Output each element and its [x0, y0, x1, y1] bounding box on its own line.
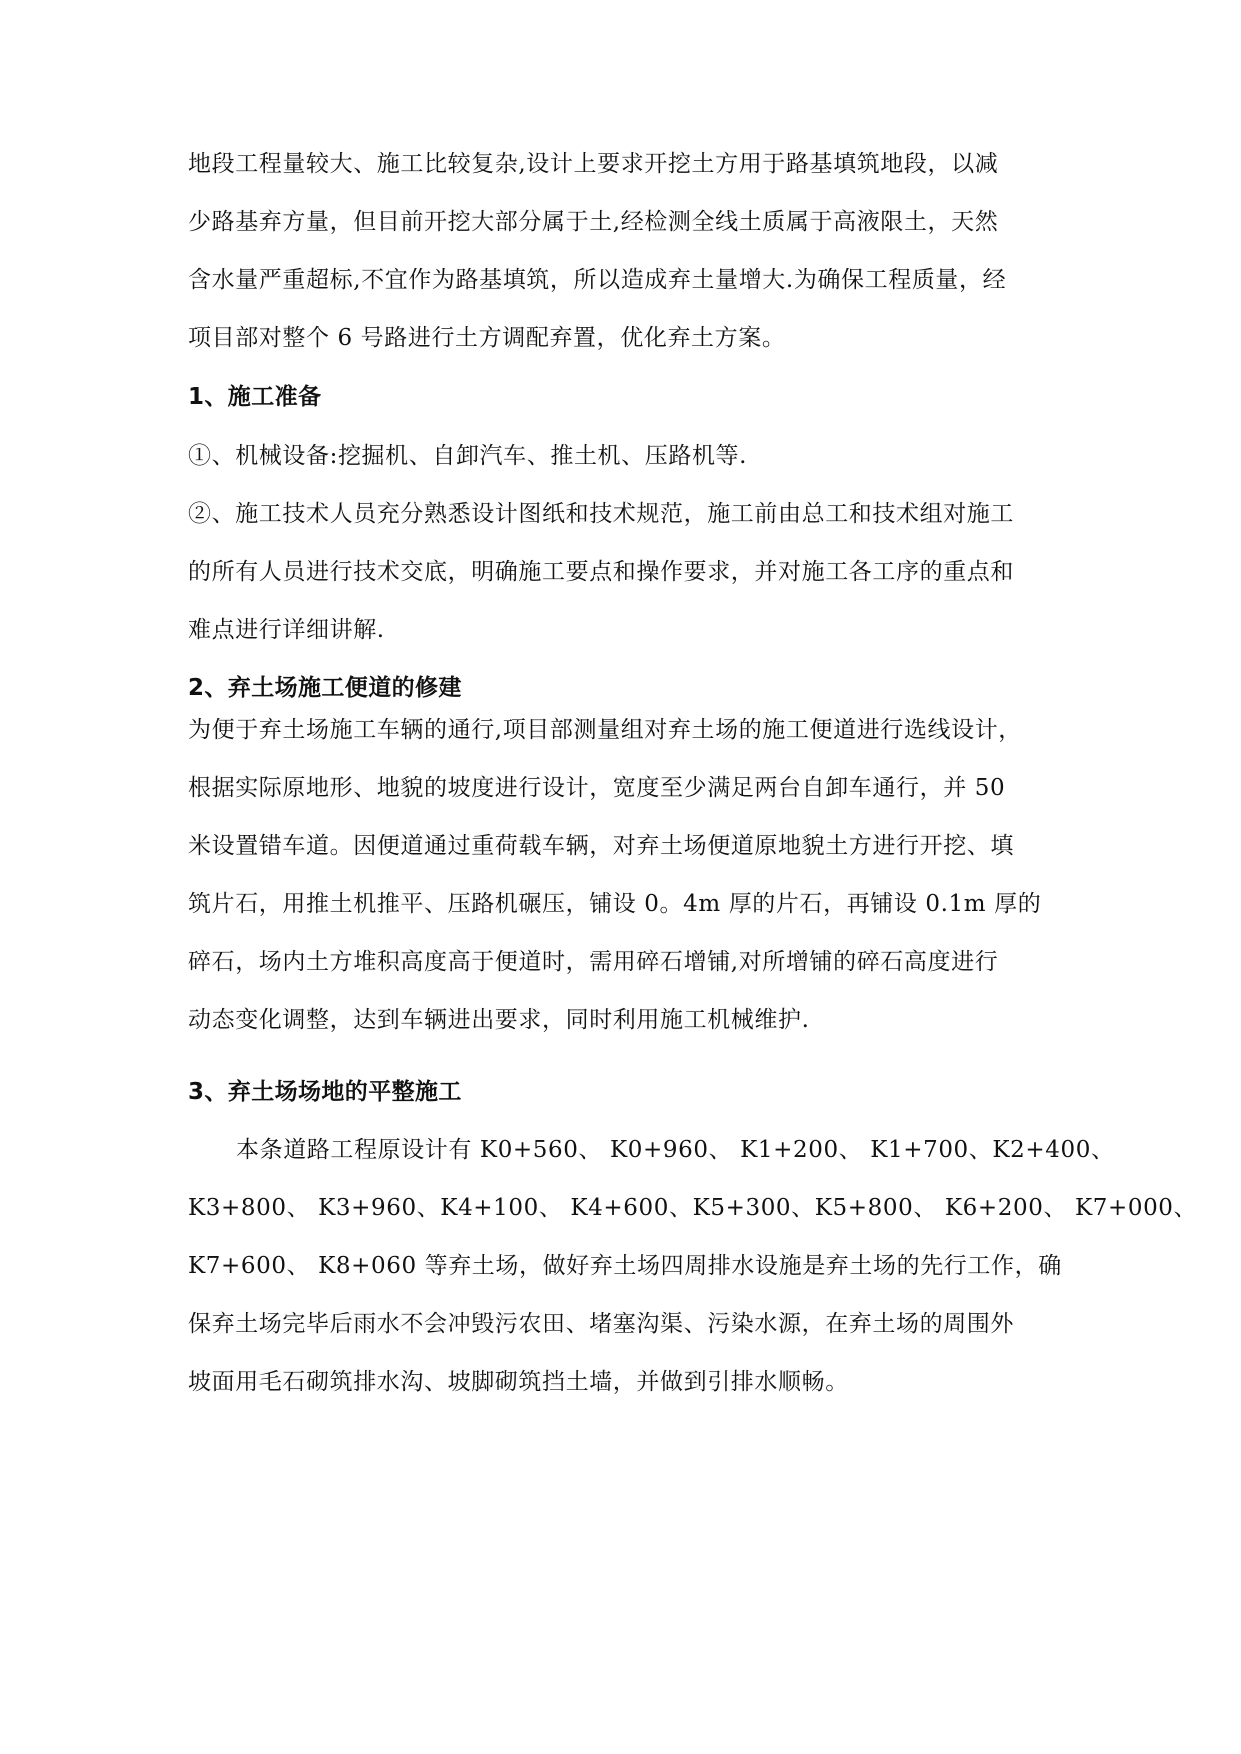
section-1-item-2-line-3: 难点进行详细讲解.: [188, 617, 385, 643]
intro-line-4: 项目部对整个 6 号路进行土方调配弃置，优化弃土方案。: [188, 325, 786, 351]
section-1-item-2-line-1: ②、施工技术人员充分熟悉设计图纸和技术规范，施工前由总工和技术组对施工: [188, 501, 1014, 527]
intro-line-3: 含水量严重超标,不宜作为路基填筑，所以造成弃土量增大.为确保工程质量，经: [188, 267, 1007, 293]
section-3-heading: 3、弃土场场地的平整施工: [188, 1079, 462, 1105]
section-1-item-1: ①、机械设备:挖掘机、自卸汽车、推土机、压路机等.: [188, 443, 748, 469]
section-1-item-2-line-2: 的所有人员进行技术交底，明确施工要点和操作要求，并对施工各工序的重点和: [188, 559, 1014, 585]
section-2-heading: 2、弃土场施工便道的修建: [188, 675, 462, 701]
section-3-line-2: K3+800、 K3+960、K4+100、 K4+600、K5+300、K5+800、 K6+200、 K7+000、: [188, 1195, 1198, 1221]
section-3-line-1: 本条道路工程原设计有 K0+560、 K0+960、 K1+200、 K1+700、K2+400、: [236, 1137, 1115, 1163]
intro-line-2: 少路基弃方量，但目前开挖大部分属于土,经检测全线土质属于高液限土，天然: [188, 209, 999, 235]
section-3-line-4: 保弃土场完毕后雨水不会冲毁污农田、堵塞沟渠、污染水源，在弃土场的周围外: [188, 1311, 1014, 1337]
section-2-line-3: 米设置错车道。因便道通过重荷载车辆，对弃土场便道原地貌土方进行开挖、填: [188, 833, 1014, 859]
section-2-line-6: 动态变化调整，达到车辆进出要求，同时利用施工机械维护.: [188, 1007, 810, 1033]
section-2-line-2: 根据实际原地形、地貌的坡度进行设计，宽度至少满足两台自卸车通行，并 50: [188, 775, 1006, 801]
section-3-line-3: K7+600、 K8+060 等弃土场，做好弃土场四周排水设施是弃土场的先行工作，确: [188, 1253, 1062, 1279]
intro-line-1: 地段工程量较大、施工比较复杂,设计上要求开挖土方用于路基填筑地段，以减: [188, 151, 999, 177]
section-2-line-4: 筑片石，用推土机推平、压路机碾压，铺设 0。4m 厚的片石，再铺设 0.1m 厚的: [188, 891, 1042, 917]
section-2-line-5: 碎石，场内土方堆积高度高于便道时，需用碎石增铺,对所增铺的碎石高度进行: [188, 949, 999, 975]
section-3-line-5: 坡面用毛石砌筑排水沟、坡脚砌筑挡土墙，并做到引排水顺畅。: [188, 1369, 849, 1395]
section-1-heading: 1、施工准备: [188, 384, 322, 410]
section-2-line-1: 为便于弃土场施工车辆的通行,项目部测量组对弃土场的施工便道进行选线设计，: [188, 717, 1022, 743]
